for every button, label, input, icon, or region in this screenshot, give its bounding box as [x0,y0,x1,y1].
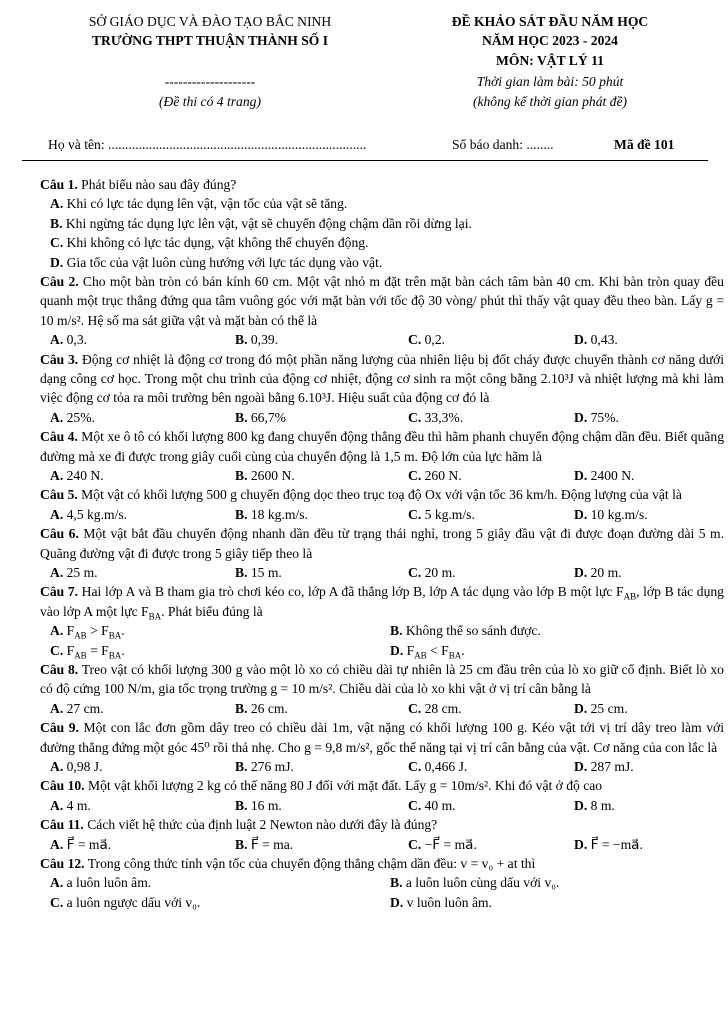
option-letter: B. [235,409,248,425]
option-text: a luôn luôn âm. [63,875,152,891]
student-name-field[interactable]: Họ và tên: ............................................................................ [48,137,367,152]
answer-option[interactable] [50,255,382,270]
option-text: 260 N. [421,468,462,484]
question-number: Câu 12. [40,856,85,872]
option-letter: B. [235,468,248,484]
option-letter: C. [50,894,64,910]
option-letter: B. [235,836,248,852]
question-stem [40,582,724,621]
option-text: 75%. [587,409,619,425]
option-text: a luôn ngược dấu với v₀. [63,894,201,910]
option-letter: D. [574,506,588,522]
option-letter: B. [235,797,248,813]
option-text: 40 m. [421,797,456,813]
question-number: Câu 4. [40,429,78,445]
option-text: 15 m. [247,565,282,581]
question-text: Phát biểu nào sau đây đúng? [77,177,237,192]
question-number: Câu 8. [40,662,79,678]
answer-option[interactable] [235,699,288,718]
answer-row [50,233,724,252]
option-text: F⃗ = −ma⃗. [587,836,643,852]
option-text: −F⃗ = ma⃗. [421,836,477,852]
option-letter: B. [235,759,248,775]
option-text: 18 kg.m/s. [247,506,308,522]
option-letter: D. [574,468,588,484]
option-text: 5 kg.m/s. [421,506,475,522]
answer-option[interactable] [408,796,456,815]
option-text: a luôn luôn cùng dấu với v₀. [402,875,560,891]
option-text: 0,39. [247,332,279,348]
question-number: Câu 3. [40,351,79,367]
answer-row [40,757,724,776]
option-text: 27 cm. [63,700,104,716]
option-text: 66,7% [247,409,286,425]
school-name: TRƯỜNG THPT THUẬN THÀNH SỐ I [91,33,329,48]
option-letter: A. [50,506,64,522]
option-letter: C. [408,836,422,852]
option-letter: A. [50,409,64,425]
question-number: Câu 5. [40,487,78,503]
option-letter: D. [574,332,588,348]
answer-option[interactable] [408,757,467,776]
option-text: 287 mJ. [587,759,634,775]
answer-row [40,835,724,854]
option-letter: D. [574,409,588,425]
exam-time: Thời gian làm bài: 50 phút [476,74,624,89]
answer-row [40,330,724,349]
option-letter: A. [50,759,64,775]
answer-option[interactable] [408,563,456,582]
question-text: Một vật khối lượng 2 kg có thế năng 80 J đối với mặt đất. Lấy g = 10m/s². Khi đó vật ở độ cao [84,778,603,794]
answer-row [40,641,724,660]
answer-option[interactable] [235,505,308,524]
option-letter: B. [390,875,403,891]
option-letter: A. [50,332,64,348]
question-stem [40,175,724,194]
option-letter: B. [50,215,63,231]
answer-option[interactable] [574,699,628,718]
option-text: 240 N. [63,468,104,484]
option-text: Khi có lực tác dụng lên vật, vận tốc của vật sẽ tăng. [63,196,348,212]
answer-option[interactable] [50,466,104,485]
option-text: $F_{AB} = F_{BA}$. [66,642,125,661]
option-letter: A. [50,468,64,484]
answer-option[interactable] [574,835,643,854]
option-letter: A. [50,196,64,212]
question-stem [40,350,724,408]
option-text: $F_{AB} < F_{BA}$. [406,642,465,661]
answer-option[interactable] [574,408,619,427]
answer-option[interactable] [408,835,477,854]
answer-row [40,699,724,718]
option-letter: A. [50,875,64,891]
answer-option[interactable] [574,563,622,582]
question-text: Một con lắc đơn gồm dây treo có chiều dài 1m, vật nặng có khối lượng 100 g. Kéo vật tới vị trí dây treo làm với đường thẳng đứng một góc 45⁰ rồi thả nhẹ. Cho g = 9,8 m/s², gốc thế năng tại vị trí cân bằng của vật. Cơ năng của con lắc là [40,720,724,755]
answer-option[interactable] [390,873,559,892]
option-text: F⃗ = ma⃗. [63,836,112,852]
option-text: Không thể so sánh được. [402,623,541,639]
question-text: Động cơ nhiệt là động cơ trong đó một phần năng lượng của nhiên liệu bị đốt cháy được chuyển thành cơ năng dưới dạng công cơ học. Trong một chu trình của động cơ nhiệt, động cơ sinh ra một công bằng 2.10³J và nhiệt lượng mà khi làm việc động cơ tỏa ra môi trường bên ngoài bằng 6.10³J. Hiệu suất của động cơ đó là [40,351,724,406]
answer-option[interactable] [408,505,475,524]
question-number: Câu 9. [40,720,79,736]
option-text: 16 m. [247,797,282,813]
option-letter: D. [50,254,64,270]
option-letter: B. [235,506,248,522]
option-text: 20 m. [587,565,622,581]
question-stem [40,524,724,563]
option-text: 2400 N. [587,468,635,484]
answer-row [40,796,724,815]
option-text: Khi không có lực tác dụng, vật không thể chuyển động. [63,235,369,251]
option-text: Khi ngừng tác dụng lực lên vật, vật sẽ chuyển động chậm dần rồi dừng lại. [62,215,472,231]
answer-option[interactable] [50,563,98,582]
header-divider: -------------------- [164,74,256,89]
option-letter: C. [408,409,422,425]
answer-option[interactable] [50,621,125,640]
answer-option[interactable] [574,330,618,349]
option-letter: C. [408,506,422,522]
exam-code: Mã đề 101 [614,137,675,152]
option-letter: D. [574,836,588,852]
option-letter: A. [50,565,64,581]
option-text: 0,3. [63,332,88,348]
answer-row [40,873,724,892]
question-text: Trong công thức tính vận tốc của chuyển động thẳng chậm dần đều: v = v₀ + at thì [84,856,536,872]
option-text: v luôn luôn âm. [403,894,492,910]
answer-option[interactable] [574,757,634,776]
answer-row [40,621,724,640]
question-list [40,175,724,912]
answer-option[interactable] [390,621,541,640]
answer-row [50,214,724,233]
option-letter: D. [574,759,588,775]
option-letter: D. [390,894,404,910]
question-stem [40,660,724,699]
answer-option[interactable] [235,466,295,485]
answer-option[interactable] [50,216,472,231]
option-letter: B. [235,700,248,716]
option-letter: C. [408,468,422,484]
option-letter: B. [390,623,403,639]
answer-option[interactable] [574,505,648,524]
answer-option[interactable] [574,466,634,485]
option-letter: C. [408,565,422,581]
answer-option[interactable] [50,408,95,427]
answer-row [40,466,724,485]
option-letter: A. [50,623,64,639]
answer-option[interactable] [235,757,294,776]
answer-row [40,505,724,524]
question-number: Câu 6. [40,526,79,542]
option-letter: C. [408,700,422,716]
answer-row [50,194,724,213]
option-text: 276 mJ. [247,759,294,775]
answer-option[interactable] [50,641,125,660]
answer-option[interactable] [235,330,278,349]
answer-option[interactable] [50,757,103,776]
option-text: 28 cm. [421,700,462,716]
department-name: SỞ GIÁO DỤC VÀ ĐÀO TẠO BẮC NINH [88,14,332,29]
answer-option[interactable] [235,796,282,815]
answer-option[interactable] [50,893,200,912]
option-text: $F_{AB} > F_{BA}$. [66,623,125,641]
option-text: 0,2. [421,332,446,348]
answer-option[interactable] [235,563,282,582]
answer-option[interactable] [408,466,462,485]
option-letter: C. [408,759,422,775]
answer-option[interactable] [50,699,104,718]
option-text: 26 cm. [247,700,288,716]
option-text: 4,5 kg.m/s. [63,506,128,522]
question-text: Cho một bàn tròn có bán kính 60 cm. Một vật nhỏ m đặt trên mặt bàn cách tâm bàn 40 cm. Khi bàn tròn quay đều quanh một trục thẳng đứng qua tâm vuông góc với mặt bàn với tốc độ 30 vòng/ phút thì thấy vật quay đều theo bàn. Lấy g = 10 m/s². Hệ số ma sát giữa vật và mặt bàn có thể là [40,274,724,328]
question-text: Một vật có khối lượng 500 g chuyển động dọc theo trục toạ độ Ox với vận tốc 36 km/h. Động lượng của vật là [77,487,682,503]
answer-row [40,893,724,912]
option-text: 25 cm. [587,700,628,716]
answer-option[interactable] [50,330,87,349]
header-rule [22,160,708,161]
option-text: 25%. [63,409,95,425]
option-text: 25 m. [63,565,98,581]
student-info-row [48,135,688,155]
page-count-note: (Đề thi có 4 trang) [159,94,261,109]
option-letter: D. [390,642,404,658]
question-number: Câu 10. [40,778,85,794]
option-letter: D. [574,797,588,813]
option-letter: C. [408,332,422,348]
answer-option[interactable] [408,699,462,718]
option-letter: A. [50,836,64,852]
option-text: 4 m. [63,797,91,813]
answer-option[interactable] [50,505,127,524]
question-stem [40,815,724,834]
question-stem [40,485,724,504]
question-stem [40,427,724,466]
question-stem [40,854,724,873]
answer-option[interactable] [574,796,615,815]
option-letter: D. [574,700,588,716]
question-number: Câu 11. [40,817,84,833]
question-stem [40,776,724,795]
option-text: 0,98 J. [63,759,103,775]
answer-option[interactable] [390,893,492,912]
question-stem [40,272,724,330]
option-letter: B. [235,332,248,348]
answer-option[interactable] [50,796,91,815]
option-text: 33,3%. [421,409,464,425]
question-text: Hai lớp A và B tham gia trò chơi kéo co, lớp A đã thắng lớp B, lớp A tác dụng vào lớp B một lực $F_{AB}$, lớp B tác dụng vào lớp A một lực $F_{BA}$. Phát biểu đúng là [40,584,724,622]
question-stem [40,718,724,757]
answer-option[interactable] [408,408,463,427]
option-letter: C. [50,235,64,251]
option-text: 0,43. [587,332,618,348]
option-text: 0,466 J. [421,759,468,775]
question-text: Treo vật có khối lượng 300 g vào một lò xo có chiều dài tự nhiên là 25 cm đầu trên của lò xo giữ cố định. Biết lò xo có độ cứng 100 N/m, gia tốc trọng trường g = 10 m/s². Chiều dài của lò xo khi vật ở vị trí cân bằng là [40,662,724,697]
answer-option[interactable] [50,235,368,250]
student-id-field[interactable]: Số báo danh: ........ [452,137,554,152]
answer-option[interactable] [235,835,293,854]
answer-option[interactable] [50,835,111,854]
option-text: 20 m. [421,565,456,581]
question-text: Một xe ô tô có khối lượng 800 kg đang chuyển động thẳng đều thì hãm phanh chuyển động chậm dần đều. Biết quãng đường mà xe đi được trong giây cuối cùng của chuyển động là 1,5 m. Độ lớn của lực hãm là [40,429,724,464]
option-letter: C. [408,797,422,813]
option-text: 8 m. [587,797,615,813]
question-text: Cách viết hệ thức của định luật 2 Newton nào dưới đây là đúng? [83,817,438,833]
subject: MÔN: VẬT LÝ 11 [496,53,604,68]
option-letter: C. [50,642,64,658]
option-letter: A. [50,700,64,716]
answer-option[interactable] [408,330,445,349]
option-text: 2600 N. [247,468,295,484]
option-letter: B. [235,565,248,581]
answer-option[interactable] [50,196,347,211]
answer-option[interactable] [235,408,286,427]
option-text: F⃗ = ma. [247,836,294,852]
question-number: Câu 2. [40,274,79,290]
school-year: NĂM HỌC 2023 - 2024 [482,33,618,48]
exam-time-note: (không kể thời gian phát đề) [472,94,628,109]
question-number: Câu 1. [40,177,78,192]
question-text: Một vật bắt đầu chuyển động nhanh dần đều từ trạng thái nghỉ, trong 5 giây đầu vật đi được đoạn đường dài 5 m. Quãng đường vật đi được trong 5 giây tiếp theo là [40,526,724,561]
option-text: 10 kg.m/s. [587,506,648,522]
answer-row [50,253,724,272]
answer-option[interactable] [390,641,465,660]
answer-option[interactable] [50,873,151,892]
question-number: Câu 7. [40,584,79,600]
answer-row [40,408,724,427]
answer-row [40,563,724,582]
option-letter: D. [574,565,588,581]
exam-title: ĐỀ KHẢO SÁT ĐẦU NĂM HỌC [451,14,649,29]
option-text: Gia tốc của vật luôn cùng hướng với lực tác dụng vào vật. [63,254,383,270]
option-letter: A. [50,797,64,813]
